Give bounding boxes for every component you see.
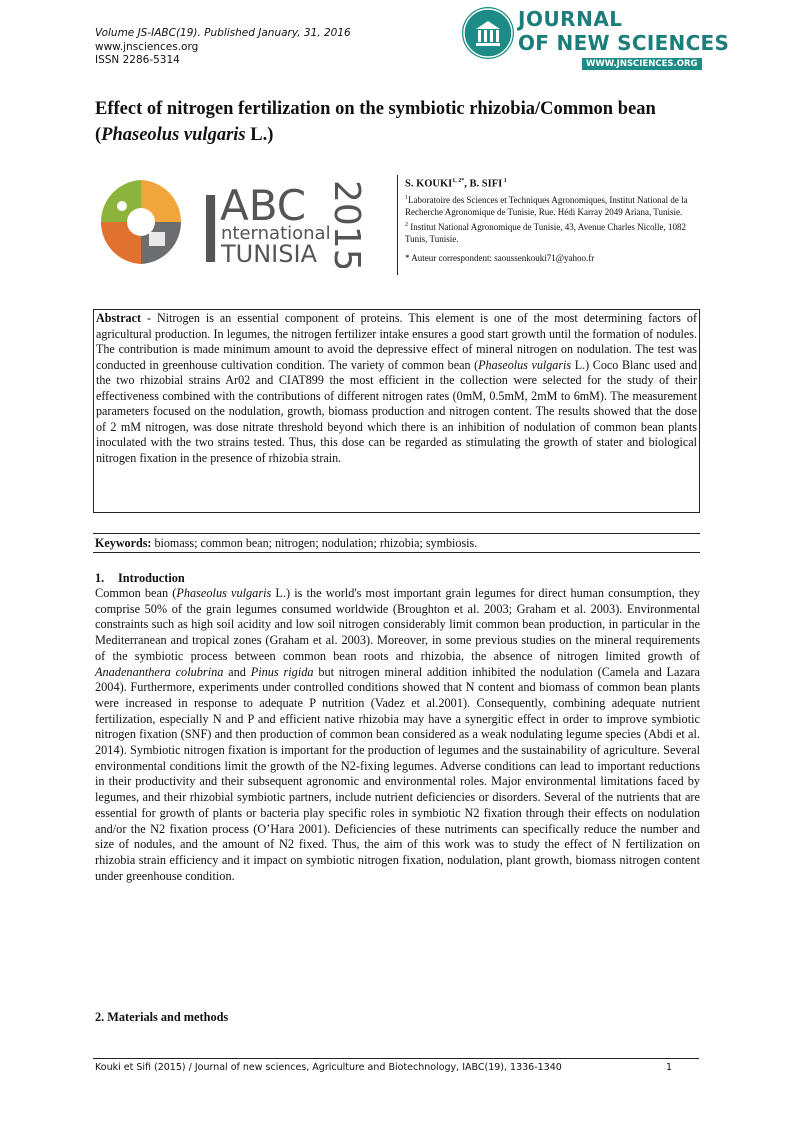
affiliation-1: $^1$Laboratoire des Sciences et Techniques Agronomiques, Institut National de la Recherche Agronomique de Tunisie, Rue. Hédi Karray 2049 Ariana, Tunisie. — [405, 194, 688, 218]
website-link[interactable]: www.jnsciences.org — [95, 40, 199, 53]
abstract-text-part2: L.) Coco Blanc used and the two rhizobial strains Ar02 and CIAT899 the most efficient in the collection were selected for the study of their effectiveness combined with the contributions of different nitrogen rates (0mM, 0.5mM, 2mM to 6mM). The measurement parameters focused on the nodulation, growth, biomass production and nitrogen content. The results showed that the dose of 2 mM nitrogen, was dose nitrate threshold beyond which there is an inhibition of nodulation of common bean plants inoculated with the two strains tested. Thus, this dose can be regarded as stimulating the growth of stater and biological nitrogen fixation in the presence of rhizobia strain. — [96, 357, 698, 465]
keywords-box — [93, 533, 700, 553]
conference-logo-international: nternational — [221, 223, 331, 244]
abstract-species: Phaseolus vulgaris — [478, 357, 572, 372]
conference-logo-year: 2015 — [326, 180, 367, 268]
author-2: B. SIFI — [469, 178, 503, 190]
keywords-label: Keywords: — [95, 536, 152, 550]
conference-logo-tunisia: TUNISIA — [221, 240, 317, 268]
paper-title — [95, 96, 700, 148]
author-names: S. $KOUKI^{1, 2*}$, B. SIFI $^1$ — [405, 178, 507, 190]
abstract-label: Abstract — [96, 311, 142, 325]
author-1: S. KOUKI — [405, 178, 453, 190]
page-number: 1 — [666, 1062, 673, 1073]
volume-line: Volume JS-IABC(19). Published January, 31, 2016 — [95, 27, 351, 39]
section-number: 1. — [95, 571, 105, 585]
keywords-text: biomass; common bean; nitrogen; nodulation; rhizobia; symbiosis. — [151, 536, 478, 550]
title-main: Effect of nitrogen fertilization on the symbiotic rhizobia/Common bean ( — [95, 99, 656, 145]
iabc-emblem-icon — [101, 180, 181, 264]
authors-block — [397, 175, 707, 275]
conference-logo — [97, 176, 392, 268]
journal-logo-url: WWW.JNSCIENCES.ORG — [582, 58, 702, 70]
abstract-box — [93, 309, 700, 513]
journal-emblem-icon — [462, 7, 514, 59]
journal-logo — [462, 3, 730, 71]
introduction-body: Common bean (Phaseolus vulgaris L.) is the world's most important grain legumes for direct human consumption, they comprise 50% of the grain legumes consumed worldwide (Broughton et al. 2003; Graham et al. 2003). Environmental constraints such as high soil acidity and low soil nitrogen considerably limit common bean production, in particular in the Mediterranean and tropical zones (Graham et al. 2003). Moreover, in some previous studies on the mineral requirements of the symbiotic process between common bean roots and rhizobia, the absence of nitrogen limited growth of Anadenanthera colubrina and Pinus rigida but nitrogen mineral addition inhibited the nodulation (Camela and Lazara 2004). Furthermore, experiments under controlled conditions showed that N content and biomass of common bean plants were increased in response to adequate P nutrition (Vadez et al.2001). Consequently, combining adequate nutrient fertilization, especially N and P and efficient native rhizobia may have a synergitic effect in order to improve symbiotic nitrogen fixation (SNF) and then production of common bean considered as a weak nodulating legume species (Abdi et al. 2014). Symbiotic nitrogen fixation is important for the production of legumes and the sustainability of agriculture. Several environmental conditions limit the growth of the N2-fixing legumes. Adverse conditions can lead to important reductions in their productivity and their subsequent agronomic and environmental roles. Major environmental limitations faced by legumes, and their rhizobial symbiotic partners, include nutrient deficiencies or disorders. Several of the nutrients that are essential for growth of plants or bacteria play specific roles in symbiotic N2 fixation through their effects on nodulation and/or the N2 fixation process (O’Hara 2001). Deficiencies of these nutriments can specifically reduce the number and size of nodules, and the amount of N2 fixed. Thus, the aim of this work was to study the effect of N fertilization on rhizobia strain efficiency and it impact on symbiotic nitrogen fixation, nodulation, plant growth, biomass nitrogen content under greenhouse condition. — [95, 586, 700, 883]
footer-divider — [93, 1058, 699, 1059]
affiliation-2: $^2$ Institut National Agronomique de Tunisie, 43, Avenue Charles Nicolle, 1082 Tunis, Tunisie. — [405, 221, 687, 245]
abstract-text-part1: - Nitrogen is an essential component of proteins. This element is one of the most determining factors of agricultural production. In legumes, the nitrogen fertilizer intake ensures a good start growth until the formation of nodules. The contribution is made minimum amount to avoid the depressive effect of mineral nitrogen on nodulation. The test was conducted in greenhouse cultivation condition. The variety of common bean ( — [96, 311, 697, 372]
title-suffix: L.) — [245, 125, 274, 145]
section-title: Introduction — [118, 571, 185, 585]
issn: ISSN 2286-5314 — [95, 54, 180, 67]
journal-header-meta — [95, 27, 351, 68]
conference-logo-big-letter: I — [197, 177, 225, 268]
section-heading-methods: 2. Materials and methods — [95, 1010, 229, 1024]
section-heading-introduction — [95, 571, 185, 586]
title-species: Phaseolus vulgaris — [101, 125, 246, 145]
journal-logo-line2: OF NEW SCIENCES — [518, 31, 730, 55]
conference-logo-abc: ABC — [220, 181, 307, 230]
corresponding-author[interactable]: * Auteur correspondent: saoussenkouki71@yahoo.fr — [405, 252, 595, 263]
footer-citation: Kouki et Sifi (2015) / Journal of new sciences, Agriculture and Biotechnology, IABC(19), 1336-1340 — [95, 1062, 562, 1073]
conference-logo-graphic — [97, 176, 392, 268]
journal-logo-line1: JOURNAL — [518, 7, 623, 31]
